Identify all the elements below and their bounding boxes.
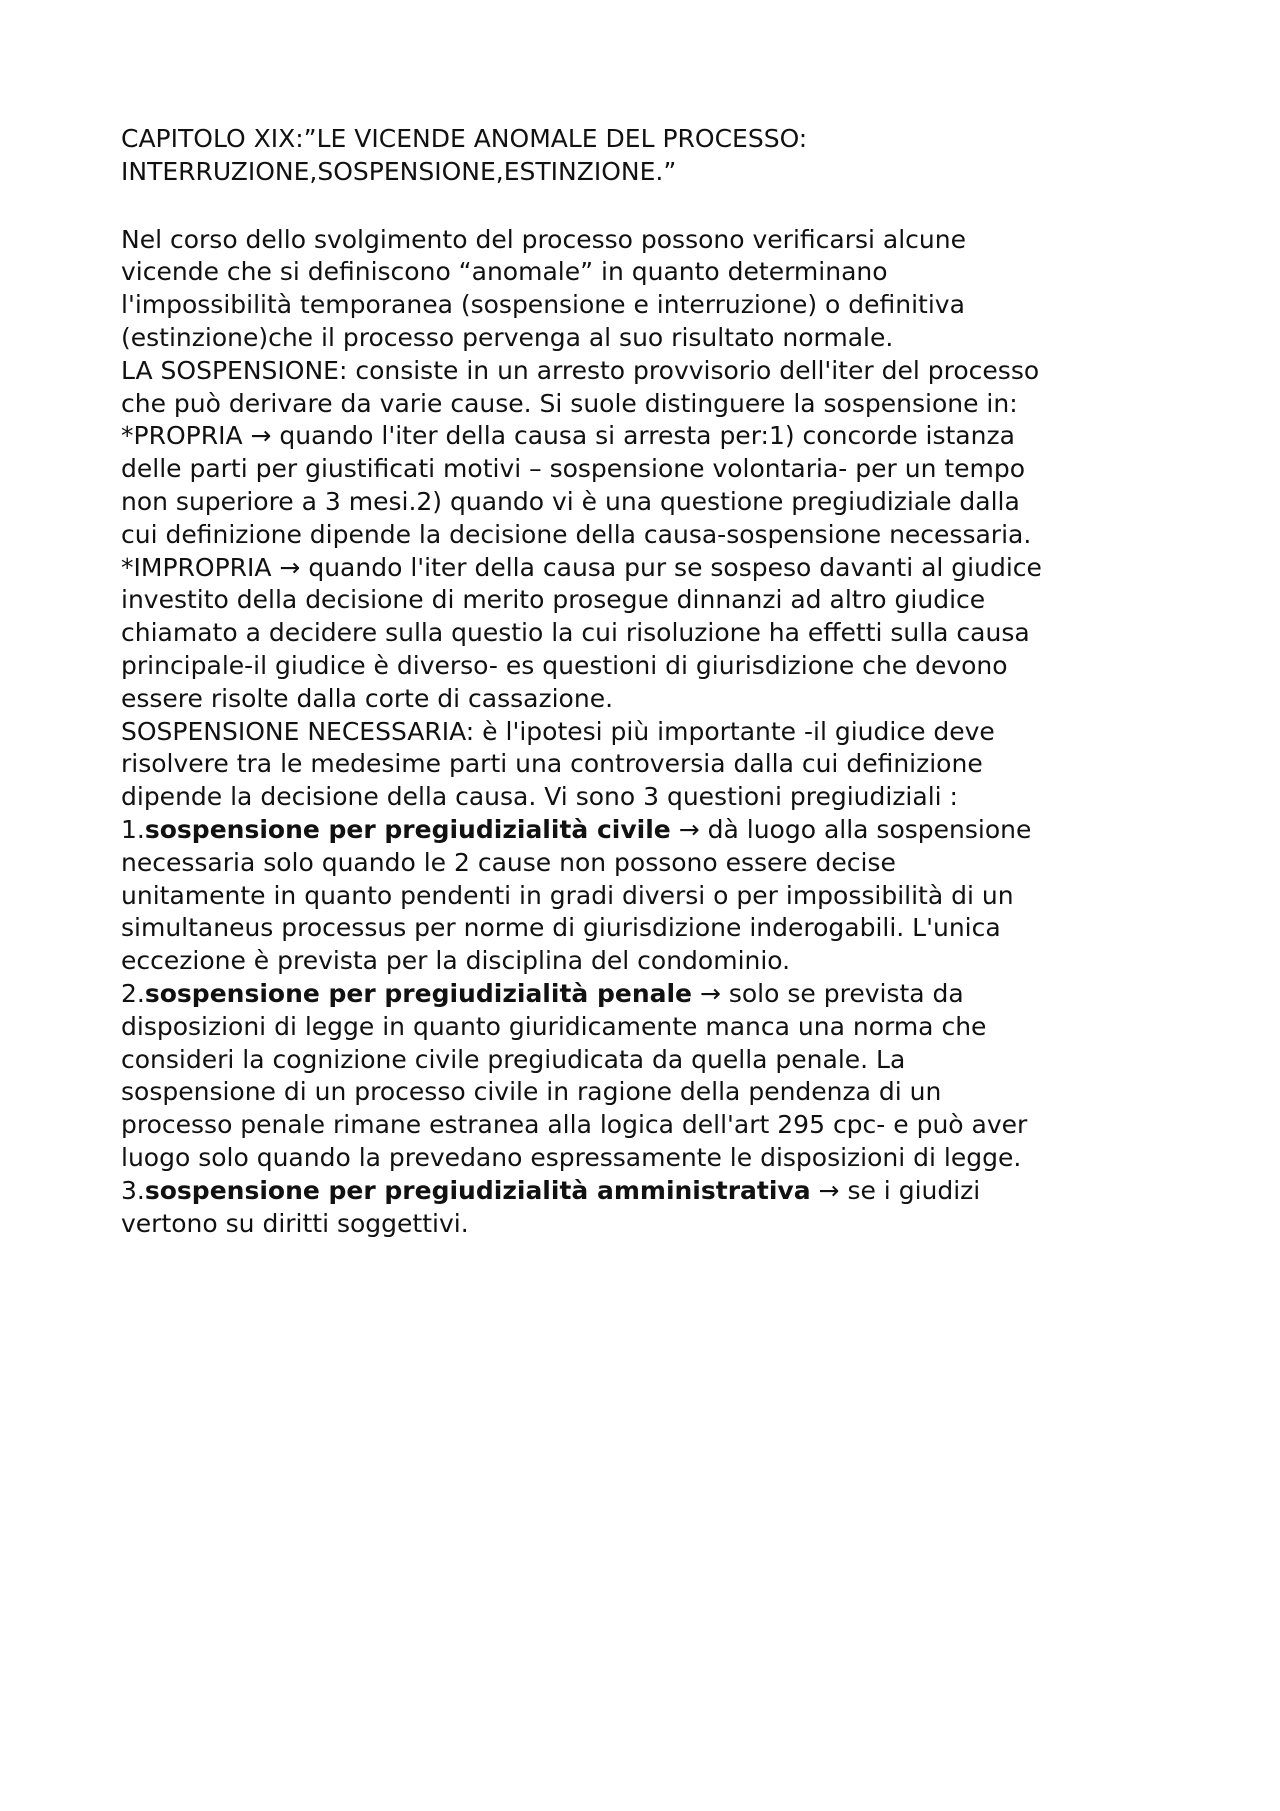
sospensione-necessaria-paragraph <box>121 716 1181 814</box>
text-line: essere risolte dalla corte di cassazione. <box>121 683 614 713</box>
text-line: Nel corso dello svolgimento del processo possono verificarsi alcune <box>121 224 966 254</box>
text-line: *IMPROPRIA → quando l'iter della causa pur se sospeso davanti al giudice <box>121 552 1042 582</box>
text-line: dipende la decisione della causa. Vi sono 3 questioni pregiudiziali : <box>121 782 958 812</box>
text-line: unitamente in quanto pendenti in gradi diversi o per impossibilità di un <box>121 880 1014 910</box>
list-item-heading: sospensione per pregiudizialità penale <box>144 978 693 1008</box>
text-line: l'impossibilità temporanea (sospensione e interruzione) o definitiva <box>121 290 965 320</box>
sospensione-paragraph <box>121 355 1181 716</box>
list-item-text: → solo se prevista da <box>692 978 964 1008</box>
list-item-penale <box>121 978 1181 1175</box>
text-line: processo penale rimane estranea alla logica dell'art 295 cpc- e può aver <box>121 1110 1028 1140</box>
list-item-first-line <box>121 978 1181 1011</box>
list-item-civile <box>121 814 1181 978</box>
text-line: luogo solo quando la prevedano espressamente le disposizioni di legge. <box>121 1142 1022 1172</box>
text-line: (estinzione)che il processo pervenga al suo risultato normale. <box>121 322 894 352</box>
chapter-title-line-2: INTERRUZIONE,SOSPENSIONE,ESTINZIONE.” <box>121 156 677 186</box>
list-number: 2. <box>121 978 145 1008</box>
intro-paragraph <box>121 224 1181 355</box>
text-line: LA SOSPENSIONE: consiste in un arresto provvisorio dell'iter del processo <box>121 355 1040 385</box>
list-item-text: → dà luogo alla sospensione <box>670 814 1032 844</box>
text-line: SOSPENSIONE NECESSARIA: è l'ipotesi più importante -il giudice deve <box>121 716 995 746</box>
text-line: eccezione è prevista per la disciplina del condominio. <box>121 946 791 976</box>
chapter-title-line-1: CAPITOLO XIX:”LE VICENDE ANOMALE DEL PROCESSO: <box>121 124 808 153</box>
list-item-text: → se i giudizi <box>810 1175 981 1205</box>
list-item-first-line <box>121 814 1181 847</box>
text-line: cui definizione dipende la decisione della causa-sospensione necessaria. <box>121 519 1032 549</box>
text-line: principale-il giudice è diverso- es questioni di giurisdizione che devono <box>121 650 1008 680</box>
text-line: disposizioni di legge in quanto giuridicamente manca una norma che <box>121 1011 987 1041</box>
text-line: consideri la cognizione civile pregiudicata da quella penale. La <box>121 1044 906 1074</box>
text-line: necessaria solo quando le 2 cause non possono essere decise <box>121 847 896 877</box>
text-line: sospensione di un processo civile in ragione della pendenza di un <box>121 1077 942 1107</box>
text-line: non superiore a 3 mesi.2) quando vi è una questione pregiudiziale dalla <box>121 486 1020 516</box>
text-line: che può derivare da varie cause. Si suole distinguere la sospensione in: <box>121 388 1018 418</box>
text-line: investito della decisione di merito prosegue dinnanzi ad altro giudice <box>121 585 986 615</box>
document-body <box>121 122 1181 1240</box>
list-item-heading: sospensione per pregiudizialità amministrativa <box>144 1175 811 1205</box>
list-number: 3. <box>121 1175 145 1205</box>
text-line: vertono su diritti soggettivi. <box>121 1208 469 1238</box>
text-line: simultaneus processus per norme di giurisdizione inderogabili. L'unica <box>121 913 1001 943</box>
list-item-heading: sospensione per pregiudizialità civile <box>144 814 671 844</box>
chapter-title <box>121 122 1181 188</box>
text-line: chiamato a decidere sulla questio la cui risoluzione ha effetti sulla causa <box>121 618 1030 648</box>
list-item-amministrativa <box>121 1175 1181 1241</box>
list-number: 1. <box>121 814 145 844</box>
text-line: risolvere tra le medesime parti una controversia dalla cui definizione <box>121 749 983 779</box>
text-line: vicende che si definiscono “anomale” in quanto determinano <box>121 257 888 287</box>
list-item-first-line <box>121 1175 1181 1208</box>
text-line: *PROPRIA → quando l'iter della causa si arresta per:1) concorde istanza <box>121 421 1015 451</box>
text-line: delle parti per giustificati motivi – sospensione volontaria- per un tempo <box>121 454 1026 484</box>
